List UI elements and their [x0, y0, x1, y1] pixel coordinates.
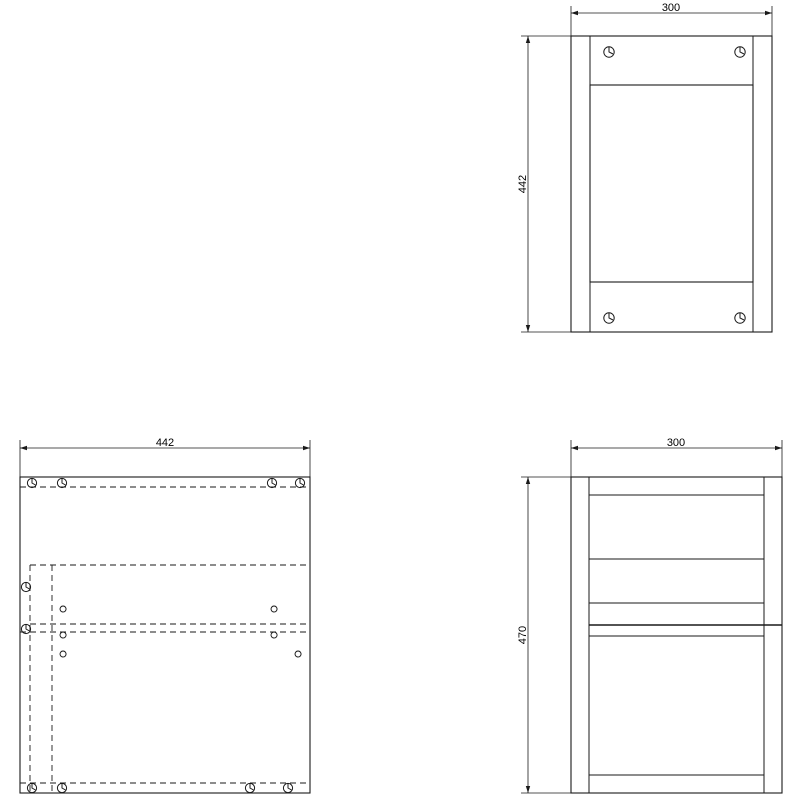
front-elevation-view: [517, 2, 772, 332]
front-height-dimension-text: 442: [517, 174, 529, 194]
front-connector-bottom-right: [735, 313, 745, 323]
front-height-dimension: [517, 36, 530, 332]
plan-connector-top-right-a: [267, 478, 276, 487]
front-width-dimension-text: 300: [661, 2, 681, 14]
plan-width-dimension: [20, 437, 310, 450]
front-inner-panel: [590, 85, 753, 282]
side-width-dimension: [571, 437, 782, 450]
side-elevation-view: [517, 437, 782, 793]
plan-connector-bottom-right-a: [245, 783, 254, 792]
front-connector-bottom-left: [604, 313, 614, 323]
front-connector-top-left: [604, 47, 614, 57]
plan-width-dimension-text: 442: [155, 437, 175, 449]
side-width-dimension-text: 300: [666, 437, 686, 449]
plan-outer-outline: [20, 477, 310, 793]
front-connector-top-right: [735, 47, 745, 57]
plan-connector-bottom-right-b: [283, 783, 292, 792]
plan-connector-bottom-left-b: [57, 783, 66, 792]
plan-hidden-lines: [20, 487, 310, 793]
plan-dowel-marks: [60, 606, 301, 657]
side-height-dimension-text: 470: [517, 625, 529, 645]
plan-connector-left-upper: [21, 582, 30, 591]
front-outer-outline: [571, 36, 772, 332]
plan-view: [20, 437, 310, 793]
plan-connector-top-left-a: [27, 478, 36, 487]
side-outer-outline: [571, 477, 782, 793]
plan-connector-top-right-b: [295, 478, 304, 487]
front-width-dimension: [571, 2, 772, 15]
side-height-dimension: [517, 477, 530, 793]
plan-connector-top-left-b: [57, 478, 66, 487]
plan-connector-bottom-left-a: [27, 783, 36, 792]
